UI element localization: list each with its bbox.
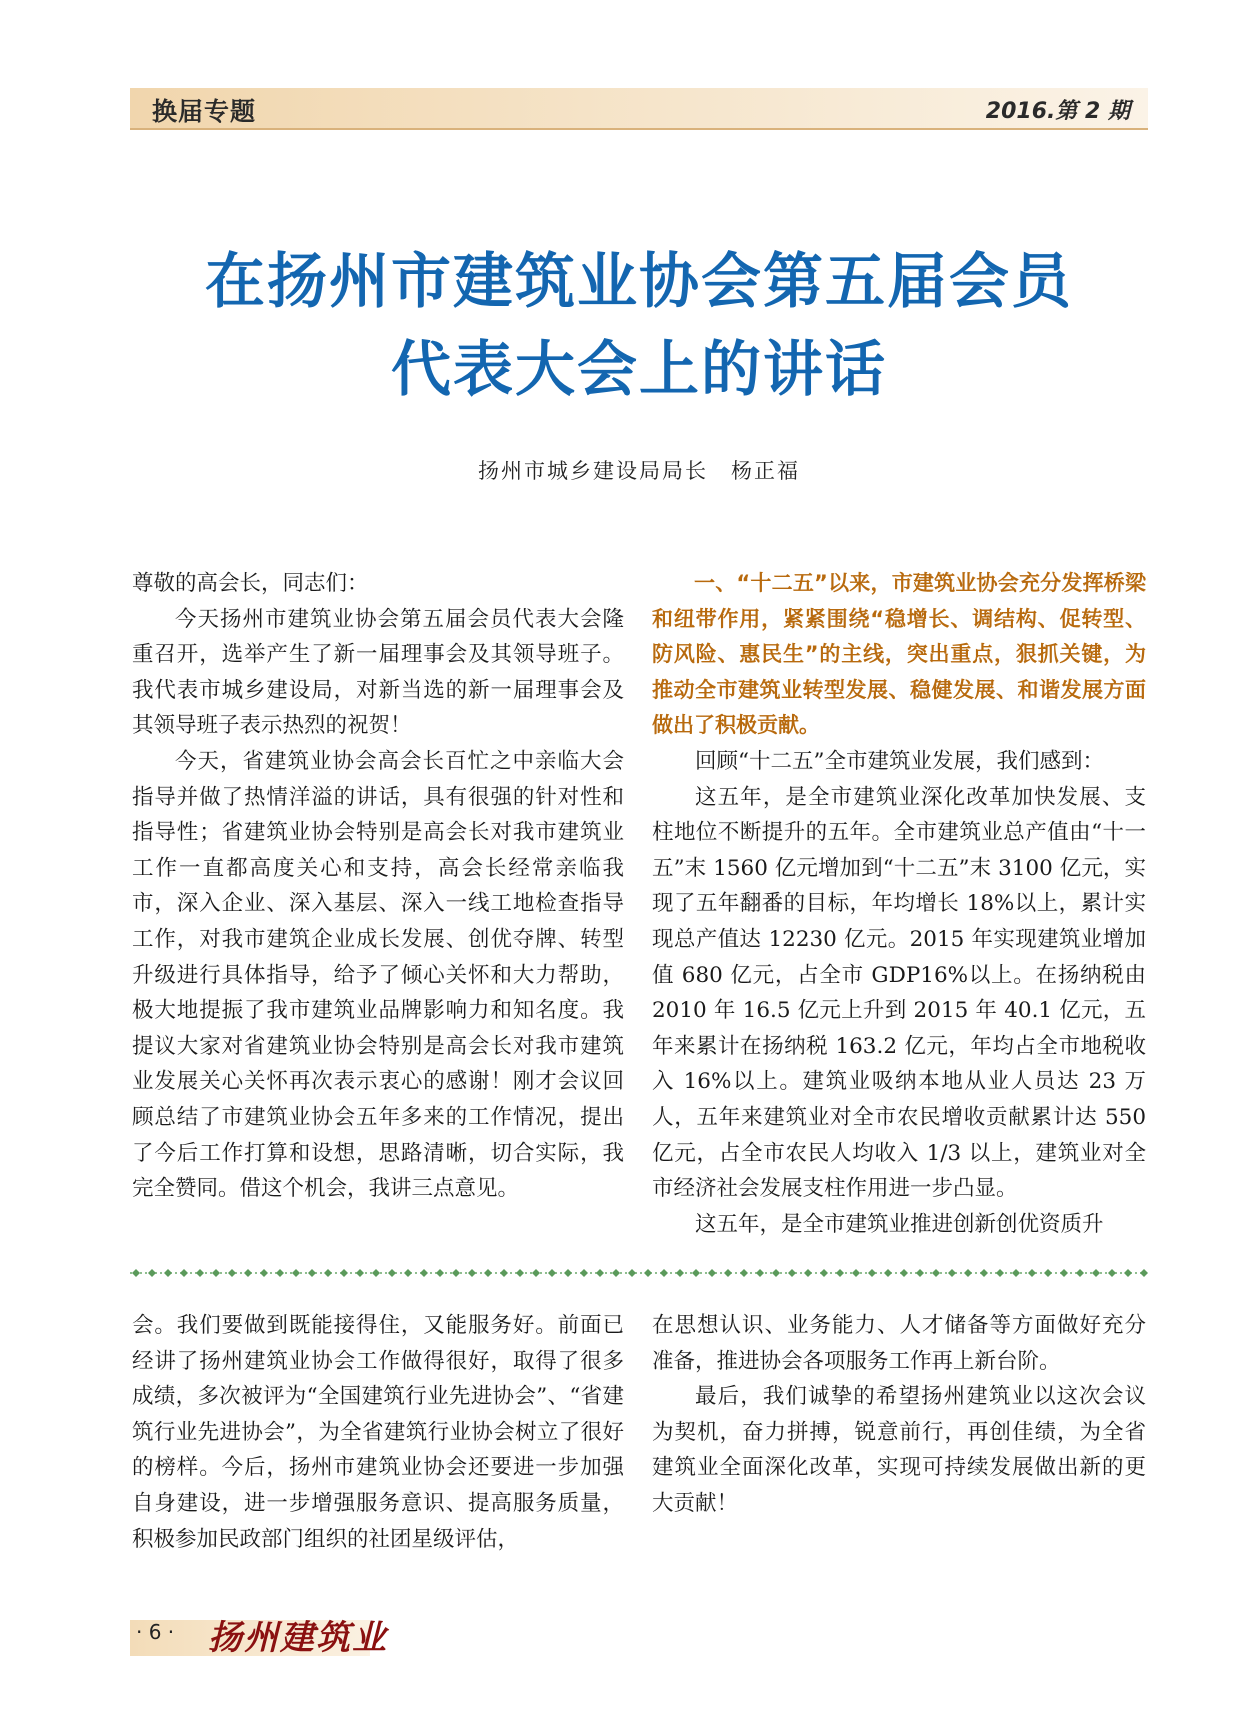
salutation: 尊敬的高会长，同志们： <box>132 571 369 596</box>
divider-ornament <box>260 1269 268 1277</box>
divider-ornament <box>596 1269 604 1277</box>
divider-ornament <box>292 1269 300 1277</box>
divider-ornament <box>788 1269 796 1277</box>
divider-ornament <box>740 1269 748 1277</box>
paragraph: 在思想认识、业务能力、人才储备等方面做好充分准备，推进协会各项服务工作再上新台阶。 <box>652 1313 1146 1374</box>
divider-ornament <box>388 1269 396 1277</box>
divider-ornament <box>916 1269 924 1277</box>
paragraph: 今天扬州市建筑业协会第五届会员代表大会隆重召开，选举产生了新一届理事会及其领导班子。我代表市城乡建设局，对新当选的新一届理事会及其领导班子表示热烈的祝贺！ <box>132 606 624 739</box>
article-author: 扬州市城乡建设局局长 杨正福 <box>478 459 800 483</box>
divider-ornament <box>836 1269 844 1277</box>
page-number: · 6 · <box>136 1620 175 1644</box>
divider-ornament <box>1140 1269 1148 1277</box>
divider-ornament <box>676 1269 684 1277</box>
paragraph: 回顾“十二五”全市建筑业发展，我们感到： <box>695 748 1104 774</box>
divider-ornament <box>756 1269 764 1277</box>
divider-ornament <box>420 1269 428 1277</box>
divider-ornament <box>804 1269 812 1277</box>
column-1 <box>132 566 624 1207</box>
issue-number: 2016.第 2 期 <box>985 99 1130 124</box>
divider-ornament <box>612 1269 620 1277</box>
divider-ornament <box>708 1269 716 1277</box>
divider-ornament <box>548 1269 556 1277</box>
divider-ornament <box>372 1269 380 1277</box>
divider-ornament <box>404 1269 412 1277</box>
divider-ornament <box>564 1269 572 1277</box>
paragraph: 这五年，是全市建筑业推进创新创优资质升 <box>695 1211 1104 1237</box>
divider-ornament <box>1108 1269 1116 1277</box>
paragraph: 今天，省建筑业协会高会长百忙之中亲临大会指导并做了热情洋溢的讲话，具有很强的针对性和指导性；省建筑业协会特别是高会长对我市建筑业工作一直都高度关心和支持，高会长经常亲临我市，深入企业、深入基层、深入一线工地检查指导工作，对我市建筑企业成长发展、创优夺牌、转型升级进行具体指导，给予了倾心关怀和大力帮助，极大地提振了我市建筑业品牌影响力和知名度。我提议大家对省建筑业协会特别是高会长对我市建筑业发展关心关怀再次表示衷心的感谢！刚才会议回顾总结了市建筑业协会五年多来的工作情况，提出了今后工作打算和设想，思路清晰，切合实际，我完全赞同。借这个机会，我讲三点意见。 <box>132 748 624 1202</box>
divider-ornament <box>340 1269 348 1277</box>
divider-ornament <box>644 1269 652 1277</box>
divider-ornament <box>468 1269 476 1277</box>
divider-ornament <box>884 1269 892 1277</box>
divider-ornament <box>852 1269 860 1277</box>
title-line-1: 在扬州市建筑业协会第五届会员 <box>205 247 1073 317</box>
magazine-logo: 扬州建筑业 <box>208 1618 388 1658</box>
paragraph: 会。我们要做到既能接得住，又能服务好。前面已经讲了扬州建筑业协会工作做得很好，取得了很多成绩，多次被评为“全国建筑行业先进协会”、“省建筑行业先进协会”，为全省建筑行业协会树立了很好的榜样。今后，扬州市建筑业协会还要进一步加强自身建设，进一步增强服务意识、提高服务质量，积极参加民政部门组织的社团星级评估， <box>132 1313 624 1552</box>
divider-ornament <box>1124 1269 1132 1277</box>
divider-ornament <box>1076 1269 1084 1277</box>
divider-ornament <box>484 1269 492 1277</box>
divider-ornament <box>948 1269 956 1277</box>
divider-ornament <box>308 1269 316 1277</box>
divider-ornament <box>436 1269 444 1277</box>
divider-ornament <box>724 1269 732 1277</box>
divider-ornament <box>244 1269 252 1277</box>
divider-ornament <box>580 1269 588 1277</box>
divider-ornament <box>164 1269 172 1277</box>
divider-ornament <box>900 1269 908 1277</box>
divider-ornament <box>148 1269 156 1277</box>
column-2 <box>652 566 1146 1242</box>
divider-ornament <box>180 1269 188 1277</box>
divider-ornament <box>868 1269 876 1277</box>
divider-ornament <box>500 1269 508 1277</box>
paragraph: 最后，我们诚挚的希望扬州建筑业以这次会议为契机，奋力拼搏，锐意前行，再创佳绩，为全省建筑业全面深化改革，实现可持续发展做出新的更大贡献！ <box>652 1384 1146 1516</box>
divider-ornament <box>932 1269 940 1277</box>
divider-ornament <box>532 1269 540 1277</box>
column-4 <box>652 1308 1146 1522</box>
divider-ornament <box>1060 1269 1068 1277</box>
divider-ornament <box>996 1269 1004 1277</box>
decorative-divider <box>130 1266 1148 1280</box>
divider-ornament <box>980 1269 988 1277</box>
divider-ornament <box>1044 1269 1052 1277</box>
divider-ornament <box>660 1269 668 1277</box>
divider-ornament <box>452 1269 460 1277</box>
divider-ornament <box>964 1269 972 1277</box>
section-label: 换届专题 <box>152 97 257 126</box>
divider-ornament <box>228 1269 236 1277</box>
divider-ornament <box>1028 1269 1036 1277</box>
divider-ornament <box>356 1269 364 1277</box>
divider-ornament <box>516 1269 524 1277</box>
divider-ornament <box>692 1269 700 1277</box>
section-heading: 一、“十二五”以来，市建筑业协会充分发挥桥梁和纽带作用，紧紧围绕“稳增长、调结构、促转型、防风险、惠民生”的主线，突出重点，狠抓关键，为推动全市建筑业转型发展、稳健发展、和谐发展方面做出了积极贡献。 <box>652 571 1146 738</box>
divider-ornament <box>324 1269 332 1277</box>
divider-ornament <box>772 1269 780 1277</box>
page-header <box>130 88 1148 130</box>
article-title <box>130 238 1148 414</box>
title-line-2: 代表大会上的讲话 <box>391 335 887 405</box>
paragraph: 这五年，是全市建筑业深化改革加快发展、支柱地位不断提升的五年。全市建筑业总产值由“十一五”末 1560 亿元增加到“十二五”末 3100 亿元，实现了五年翻番的目标，年均增长 18%以上，累计实现总产值达 12230 亿元。2015 年实现建筑业增加值 680 亿元，占全市 GDP16%以上。在扬纳税由 2010 年 16.5 亿元上升到 2015 年 40.1 亿元，五年来累计在扬纳税 163.2 亿元，年均占全市地税收入 16%以上。建筑业吸纳本地从业人员达 23 万人，五年来建筑业对全市农民增收贡献累计达 550 亿元，占全市农民人均收入 1/3 以上，建筑业对全市经济社会发展支柱作用进一步凸显。 <box>652 784 1146 1202</box>
divider-ornament <box>132 1269 140 1277</box>
column-3 <box>132 1308 624 1557</box>
divider-ornament <box>196 1269 204 1277</box>
divider-ornament <box>1012 1269 1020 1277</box>
divider-ornament <box>820 1269 828 1277</box>
divider-ornament <box>212 1269 220 1277</box>
divider-ornament <box>628 1269 636 1277</box>
divider-ornament <box>276 1269 284 1277</box>
divider-ornament <box>1092 1269 1100 1277</box>
